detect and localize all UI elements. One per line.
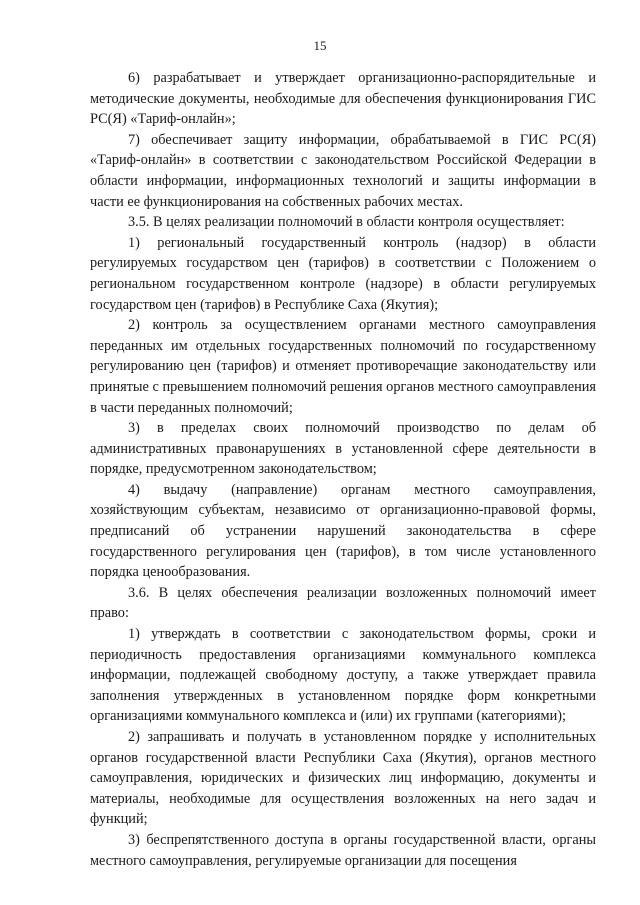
page-number: 15 (313, 38, 327, 53)
paragraph-3-6-item-1: 1) утверждать в соответствии с законодательством формы, сроки и периодичность предоставления организациями коммунального комплекса информации, подлежащей свободному доступу, а также утверждает правила заполнения утвержденных в установленном порядке форм конкретными организациями коммунального комплекса и (или) их группами (категориями); (90, 626, 596, 725)
paragraph-3-5-item-1: 1) региональный государственный контроль (надзор) в области регулируемых государством цен (тарифов) в соответствии с Положением о региональном государственном контроле (надзоре) в области регулируемых государством цен (тарифов) в Республике Саха (Якутия); (90, 234, 596, 313)
page-body (90, 68, 596, 871)
paragraph-item-7: 7) обеспечивает защиту информации, обрабатываемой в ГИС РС(Я) «Тариф-онлайн» в соответствии с законодательством Российской Федерации в области информации, информационных технологий и защиты информации в части ее функционирования на собственных рабочих местах. (90, 131, 596, 210)
paragraph-section-3-5: 3.5. В целях реализации полномочий в области контроля осуществляет: (128, 214, 565, 231)
paragraph-3-5-item-2: 2) контроль за осуществлением органами местного самоуправления переданных им отдельных государственных полномочий по государственному регулированию цен (тарифов) и отменяет противоречащие законодательству или принятые с превышением полномочий решения органов местного самоуправления в части переданных полномочий; (90, 317, 596, 416)
paragraph-3-6-item-2: 2) запрашивать и получать в установленном порядке у исполнительных органов государственной власти Республики Саха (Якутия), органов местного самоуправления, юридических и физических лиц информацию, документы и материалы, необходимые для осуществления возложенных на него задач и функций; (90, 729, 596, 828)
paragraph-3-5-item-3: 3) в пределах своих полномочий производство по делам об административных правонарушениях в установленной сфере деятельности в порядке, предусмотренном законодательством; (90, 420, 596, 478)
paragraph-section-3-6: 3.6. В целях обеспечения реализации возложенных полномочий имеет право: (90, 584, 596, 622)
paragraph-3-6-item-3: 3) беспрепятственного доступа в органы государственной власти, органы местного самоуправления, регулируемые организации для посещения (90, 831, 596, 869)
paragraph-item-6: 6) разрабатывает и утверждает организационно-распорядительные и методические документы, необходимые для обеспечения функционирования ГИС РС(Я) «Тариф-онлайн»; (90, 70, 596, 128)
paragraph-3-5-item-4: 4) выдачу (направление) органам местного самоуправления, хозяйствующим субъектам, независимо от организационно-правовой формы, предписаний об устранении нарушений законодательства в сфере государственного регулирования цен (тарифов), в том числе установленного порядка ценообразования. (90, 481, 596, 581)
